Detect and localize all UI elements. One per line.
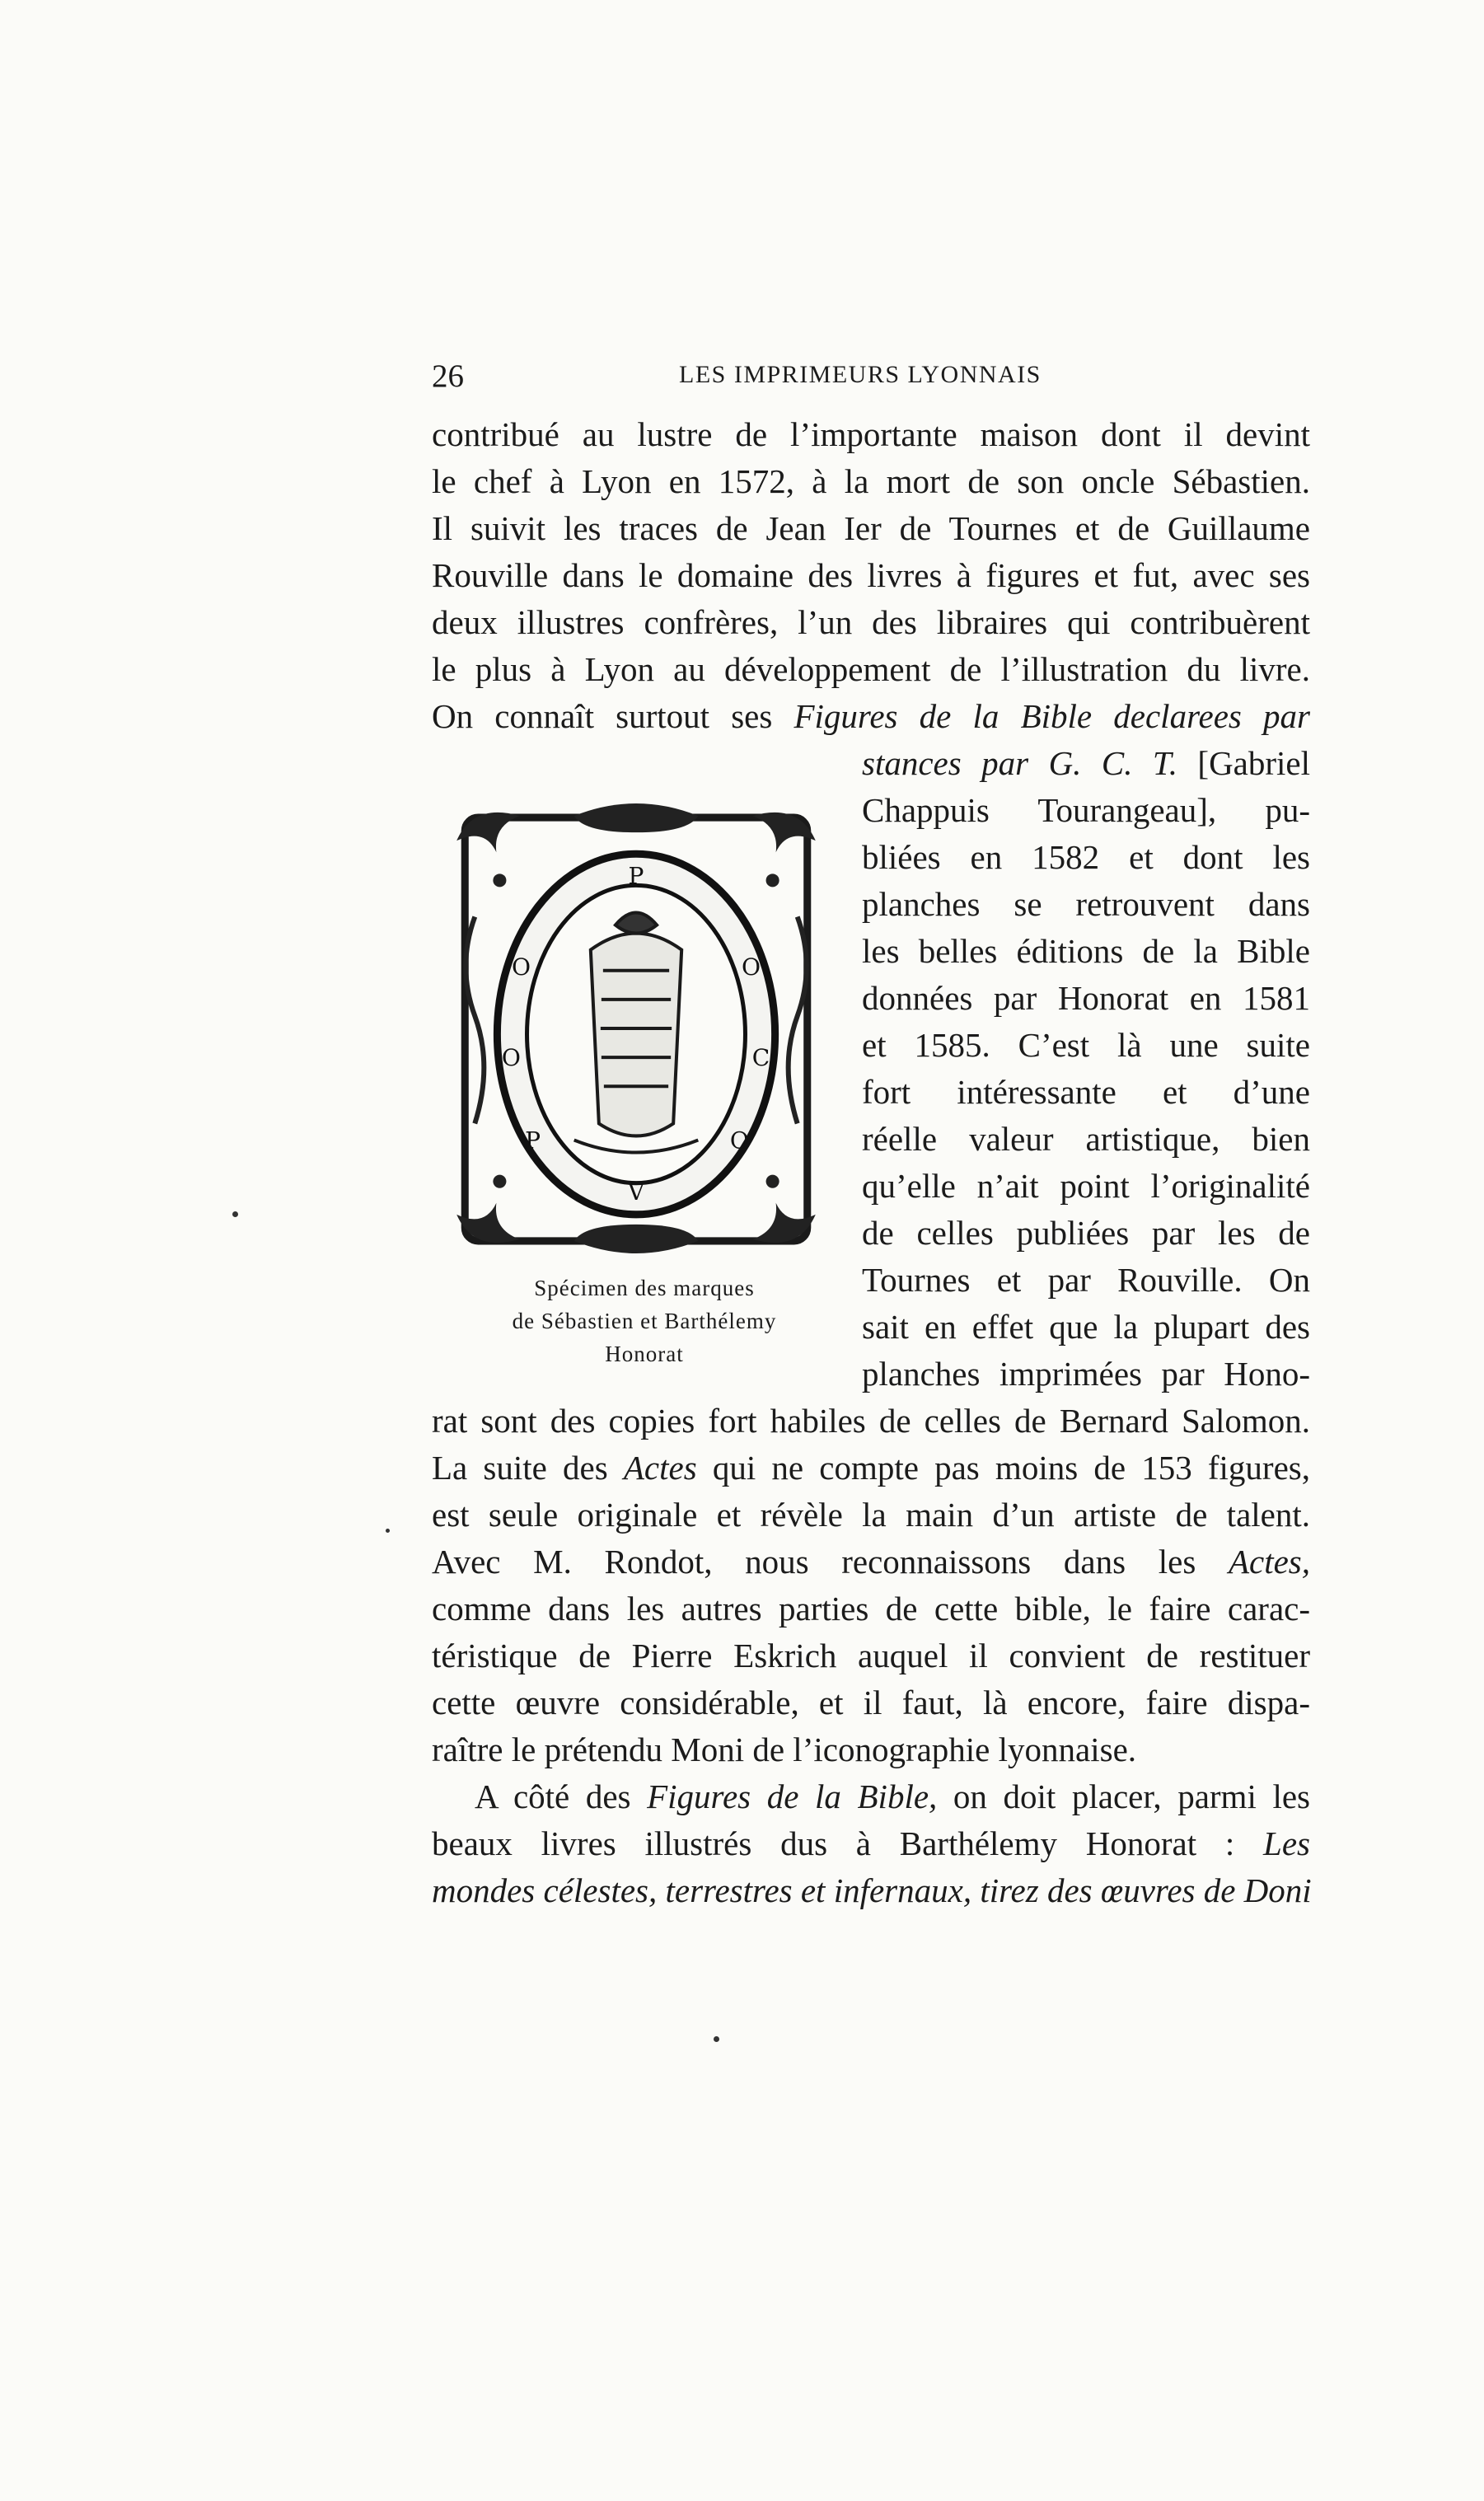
italic-title: Figures de la Bible, — [647, 1777, 938, 1815]
running-title: LES IMPRIMEURS LYONNAIS — [679, 361, 1042, 388]
text-line: données par Honorat en 1581 — [862, 979, 1310, 1017]
text-line: deux illustres confrères, l’un des libraires qui contribuèrent — [432, 603, 1310, 641]
italic-title: mondes célestes, terrestres et infernaux, tirez des œuvres de Doni — [432, 1871, 1312, 1909]
svg-text:O: O — [511, 953, 531, 981]
text-line: téristique de Pierre Eskrich auquel il convient de restituer — [432, 1637, 1310, 1674]
text-line — [432, 1867, 1310, 1914]
svg-text:O: O — [729, 1126, 749, 1154]
italic-title: Figures de la Bible declarees par — [793, 697, 1310, 735]
svg-text:O: O — [501, 1044, 521, 1072]
italic-title: Les — [1263, 1824, 1310, 1862]
text-run: beaux livres illustrés dus à Barthélemy Honorat : — [432, 1824, 1264, 1862]
text-line: bliées en 1582 et dont les — [862, 838, 1310, 876]
figure-caption-line: Honorat — [605, 1342, 684, 1366]
text-run: A côté des — [475, 1777, 648, 1815]
text-line: contribué au lustre de l’importante maison dont il devint — [432, 415, 1310, 453]
text-line: comme dans les autres parties de cette bible, le faire carac- — [432, 1590, 1310, 1628]
text-line — [432, 1539, 1310, 1585]
printer-mark-figure — [450, 801, 822, 1256]
text-line: planches imprimées par Hono- — [862, 1355, 1310, 1393]
text-line: raître le prétendu Moni de l’iconographie lyonnaise. — [432, 1731, 1137, 1768]
page-header — [432, 358, 1310, 394]
paper-speck — [232, 1211, 238, 1217]
figure-caption-line: de Sébastien et Barthélemy — [512, 1309, 777, 1333]
text-line: Chappuis Tourangeau], pu- — [862, 791, 1310, 829]
text-line — [432, 693, 1310, 740]
text-run: La suite des — [432, 1449, 624, 1487]
paper-speck — [386, 1529, 390, 1533]
svg-text:P: P — [628, 862, 644, 890]
text-line — [862, 740, 1310, 787]
text-line: cette œuvre considérable, et il faut, là encore, faire dispa- — [432, 1684, 1310, 1721]
text-line: est seule originale et révèle la main d’un artiste de talent. — [432, 1496, 1310, 1534]
figure-caption-line: Spécimen des marques — [534, 1276, 755, 1300]
text-line — [432, 1773, 1310, 1820]
page-number: 26 — [432, 358, 464, 394]
svg-text:O: O — [741, 953, 761, 981]
paper-speck — [714, 2036, 719, 2042]
printer-mark-image — [450, 801, 822, 1256]
text-line: Tournes et par Rouville. On — [862, 1261, 1310, 1299]
text-run: On connaît surtout ses — [432, 697, 794, 735]
text-line: Il suivit les traces de Jean Ier de Tournes et de Guillaume — [432, 509, 1310, 547]
text-line: fort intéressante et d’une — [862, 1073, 1310, 1111]
text-line: le plus à Lyon au développement de l’illustration du livre. — [432, 650, 1310, 688]
text-line: sait en effet que la plupart des — [862, 1308, 1310, 1346]
text-line — [432, 1445, 1310, 1492]
text-line: planches se retrouvent dans — [862, 885, 1310, 923]
text-run: [Gabriel — [1177, 744, 1311, 782]
text-run: on doit placer, parmi les — [937, 1777, 1310, 1815]
text-line: les belles éditions de la Bible — [862, 932, 1310, 970]
text-line: le chef à Lyon en 1572, à la mort de son oncle Sébastien. — [432, 462, 1310, 500]
text-line: Rouville dans le domaine des livres à figures et fut, avec ses — [432, 556, 1310, 594]
text-line: qu’elle n’ait point l’originalité — [862, 1167, 1310, 1205]
italic-title: stances par G. C. T. — [862, 744, 1177, 782]
text-line: de celles publiées par les de — [862, 1214, 1310, 1252]
italic-title: Actes — [623, 1449, 697, 1487]
italic-title: Actes, — [1228, 1543, 1310, 1581]
text-line — [432, 1820, 1310, 1867]
svg-text:C: C — [751, 1044, 770, 1072]
svg-text:P: P — [525, 1126, 541, 1154]
text-line: rat sont des copies fort habiles de celles de Bernard Salomon. — [432, 1402, 1310, 1440]
text-line: réelle valeur artistique, bien — [862, 1120, 1310, 1158]
cartouche-scroll-top — [456, 803, 816, 852]
text-line: et 1585. C’est là une suite — [862, 1026, 1310, 1064]
text-run: Avec M. Rondot, nous reconnaissons dans les — [432, 1543, 1229, 1581]
text-run: qui ne compte pas moins de 153 figures, — [696, 1449, 1310, 1487]
svg-text:V: V — [627, 1178, 645, 1206]
